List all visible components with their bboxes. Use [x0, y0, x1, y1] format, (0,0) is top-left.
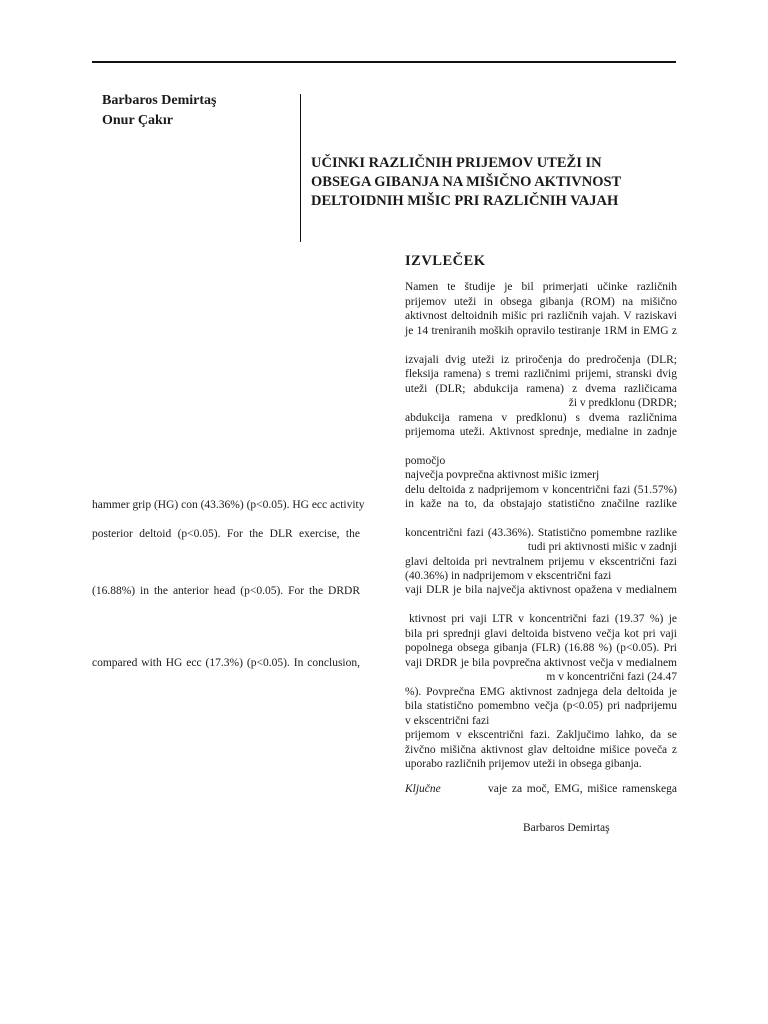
abstract-line: je 14 treniranih moških opravilo testiranje 1RM in EMG z — [405, 325, 677, 337]
abstract-line: (40.36%) in nadprijemom v ekscentrični fazi — [405, 570, 612, 582]
abstract-line: pomočjo — [405, 455, 446, 467]
abstract-line: fleksija ramena) s tremi različnimi prijemi, stranski dvig — [405, 368, 677, 380]
paper-title-line-1: UČINKI RAZLIČNIH PRIJEMOV UTEŽI IN — [311, 155, 602, 171]
vertical-divider — [300, 94, 301, 242]
abstract-line: aktivnost deltoidnih mišic pri različnih vajah. V raziskavi — [405, 310, 677, 322]
abstract-line: vaji DLR je bila največja aktivnost opažena v medialnem — [405, 584, 677, 596]
left-text-line: posterior deltoid (p<0.05). For the DLR exercise, the — [92, 528, 360, 540]
keywords-text: vaje za moč, EMG, mišice ramenskega — [488, 783, 677, 795]
author-name-1: Barbaros Demirtaş — [102, 93, 217, 108]
abstract-heading: IZVLEČEK — [405, 253, 486, 269]
abstract-line: m v koncentrični fazi (24.47 — [546, 671, 677, 683]
abstract-line: tudi pri aktivnosti mišic v zadnji — [527, 541, 677, 553]
keywords-label: Ključne — [405, 783, 441, 795]
left-text-line: hammer grip (HG) con (43.36%) (p<0.05). HG ecc activity — [92, 499, 365, 511]
abstract-line: in kaže na to, da obstajajo statistično značilne razlike — [405, 498, 677, 510]
abstract-line: največja povprečna aktivnost mišic izmerj — [405, 469, 600, 481]
author-name-2: Onur Çakır — [102, 113, 173, 128]
abstract-line: živčno mišična aktivnost glav deltoidne mišice poveča z — [405, 744, 677, 756]
abstract-line: koncentrični fazi (43.36%). Statistično pomembne razlike — [405, 527, 677, 539]
abstract-line: glavi deltoida pri nevtralnem prijemu v ekscentrični fazi — [405, 556, 677, 568]
top-rule — [92, 61, 676, 63]
abstract-line: uporabo različnih prijemov uteži in obsega gibanja. — [405, 758, 642, 770]
footer-author: Barbaros Demirtaş — [523, 822, 610, 834]
abstract-line: bila pri sprednji glavi deltoida bistveno večja kot pri vaji — [405, 628, 677, 640]
abstract-line: prijemoma uteži. Aktivnost sprednje, medialne in zadnje — [405, 426, 677, 438]
abstract-line: ktivnost pri vaji LTR v koncentrični fazi (19.37 %) je — [409, 613, 677, 625]
abstract-line: uteži (DLR; abdukcija ramena) z dvema različicama — [405, 383, 677, 395]
abstract-line: izvajali dvig uteži iz priročenja do predročenja (DLR; — [405, 354, 677, 366]
abstract-line: prijemom v ekscentrični fazi. Zaključimo lahko, da se — [405, 729, 677, 741]
abstract-line: v ekscentrični fazi — [405, 715, 490, 727]
abstract-line: bila statistično pomembno večja (p<0.05) pri nadprijemu — [405, 700, 677, 712]
paper-title-line-3: DELTOIDNIH MIŠIC PRI RAZLIČNIH VAJAH — [311, 193, 619, 209]
left-text-line: (16.88%) in the anterior head (p<0.05). For the DRDR — [92, 585, 360, 597]
abstract-line: %). Povprečna EMG aktivnost zadnjega dela deltoida je — [405, 686, 677, 698]
abstract-line: vaji DRDR je bila povprečna aktivnost večja v medialnem — [405, 657, 677, 669]
paper-title-line-2: OBSEGA GIBANJA NA MIŠIČNO AKTIVNOST — [311, 174, 622, 190]
abstract-line: prijemov uteži in obsega gibanja (ROM) na mišično — [405, 296, 677, 308]
left-text-line: compared with HG ecc (17.3%) (p<0.05). In conclusion, — [92, 657, 360, 669]
abstract-line: delu deltoida z nadprijemom v koncentrični fazi (51.57%) — [405, 484, 677, 496]
abstract-line: Namen te študije je bil primerjati učinke različnih — [405, 281, 677, 293]
abstract-line: abdukcija ramena v predklonu) s dvema različnima — [405, 412, 677, 424]
abstract-line: popolnega obsega gibanja (FLR) (16.88 %) (p<0.05). Pri — [405, 642, 677, 654]
abstract-line: ži v predklonu (DRDR; — [568, 397, 677, 409]
